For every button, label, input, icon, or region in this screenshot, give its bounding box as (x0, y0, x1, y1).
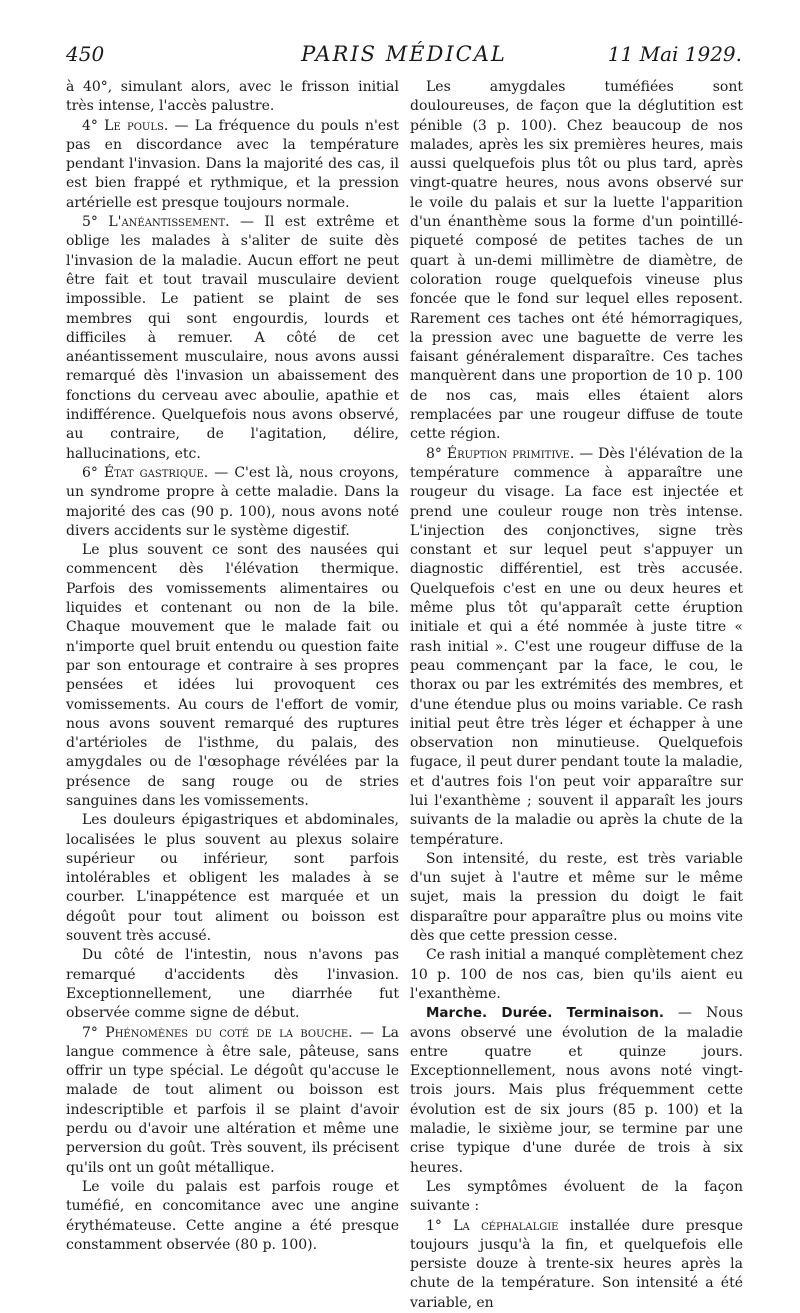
section-eruption-primitive (410, 445, 743, 850)
section-heading: 1° La céphalalgie (426, 1217, 559, 1234)
section-marche (410, 1004, 743, 1178)
right-column (410, 78, 743, 1313)
journal-title: PARIS MÉDICAL (301, 42, 507, 66)
section-text: — C'est là, nous croyons, un syndrome propre à cette maladie. Dans la majorité des cas (90 p. 100), nous avons noté divers accidents sur le système digestif. (66, 464, 399, 539)
section-heading: 8° Éruption primitive. (426, 445, 575, 462)
paragraph: Les amygdales tuméfiées sont douloureuses, de façon que la déglutition est pénible (3 p. 100). Chez beaucoup de nos malades, après les six premières heures, mais aussi quelquefois plus tôt ou plus tard, après vingt-quatre heures, nous avons observé sur le voile du palais et sur la luette l'apparition d'un énanthème sous la forme d'un pointillé-piqueté composé de petites taches de un quart à un-demi millimètre de diamètre, de coloration rouge quelquefois vineuse plus foncée que le fond sur lequel elles reposent. Rarement ces taches ont été hémorragiques, la pression avec une baguette de verre les faisant généralement disparaître. Ces taches manquèrent dans une proportion de 10 p. 100 de nos cas, mais elles étaient alors remplacées par une rougeur diffuse de toute cette région. (410, 79, 743, 443)
section-aneantissement (66, 213, 399, 464)
left-column (66, 78, 399, 1255)
section-heading: 5° L'anéantissement. (82, 214, 230, 231)
section-text: — La fréquence du pouls n'est pas en discordance avec la température pendant l'invasion. Dans la majorité des cas, il est bien frappé et rythmique, et la pression artérielle est presque toujours normale. (66, 117, 399, 211)
section-text: — Nous avons observé une évolution de la maladie entre quatre et quinze jours. Exceptionnellement, nous avons noté vingt-trois jours. Mais plus fréquemment cette évolution est de six jours (85 p. 100) et la maladie, le sixième jour, se termine par une crise typique d'une durée de trois à six heures. (410, 1005, 743, 1176)
paragraph: Son intensité, du reste, est très variable d'un sujet à l'autre et même sur le même sujet, mais la pression du doigt le fait disparaître pour apparaître plus ou moins vite dès que cette pression cesse. (410, 850, 743, 945)
section-heading: Marche. Durée. Terminaison. (426, 1005, 664, 1022)
section-text: installée dure presque toujours jusqu'à la fin, et quelquefois elle persiste douze à trente-six heures après la chute de la température. Son intensité a été variable, en (410, 1217, 743, 1311)
section-etat-gastrique (66, 464, 399, 541)
running-header (66, 42, 742, 72)
paragraph: Les douleurs épigastriques et abdominales, localisées le plus souvent au plexus solaire supérieur ou inférieur, sont parfois intolérables et obligent les malades à se courber. L'inappétence est marquée et un dégoût pour tout aliment ou boisson est souvent très accusé. (66, 812, 399, 945)
paragraph: Ce rash initial a manqué complètement chez 10 p. 100 de nos cas, bien qu'ils aient eu l'exanthème. (410, 947, 743, 1002)
paragraph: Le voile du palais est parfois rouge et tuméfié, en concomitance avec une angine érythémateuse. Cette angine a été presque constamment observée (80 p. 100). (66, 1178, 399, 1253)
paragraph: Du côté de l'intestin, nous n'avons pas remarqué d'accidents dès l'invasion. Exceptionnellement, une diarrhée fut observée comme signe de début. (66, 947, 399, 1022)
paragraph: Les symptômes évoluent de la façon suivante : (410, 1178, 743, 1215)
section-heading: 4° Le pouls. (82, 117, 169, 134)
section-text: — La langue commence à être sale, pâteuse, sans offrir un type spécial. Le dégoût qu'accuse le malade de tout aliment ou boisson est indescriptible et parfois il se plaint d'avoir perdu ou d'avoir une altération et même une perversion du goût. Très souvent, ils précisent qu'ils ont un goût métallique. (66, 1024, 399, 1176)
section-cephalalgie (410, 1217, 743, 1313)
section-pouls (66, 117, 399, 213)
section-heading: 7° Phénomènes du coté de la bouche. (82, 1024, 353, 1041)
paragraph: à 40°, simulant alors, avec le frisson initial très intense, l'accès palustre. (66, 79, 399, 115)
section-text: — Il est extrême et oblige les malades à s'aliter de suite dès l'invasion de la maladie. Aucun effort ne peut être fait et tout travail musculaire devient impossible. Le patient se plaint de ses membres qui sont engourdis, lourds et difficiles à remuer. A côté de cet anéantissement musculaire, nous avons aussi remarqué dès l'invasion un abaissement des fonctions du cerveau avec aboulie, apathie et indifférence. Quelquefois nous avons observé, au contraire, de l'agitation, délire, hallucinations, etc. (66, 214, 399, 462)
issue-date: 11 Mai 1929. (607, 42, 742, 66)
section-text: — Dès l'élévation de la température commence à apparaître une rougeur du visage. La face est injectée et prend une couleur rouge non très intense. L'injection des conjonctives, signe très constant et sur lequel peut s'appuyer un diagnostic différentiel, est très accusée. Quelquefois c'est en une ou deux heures et même plus tôt qu'apparaît cette éruption initiale et qui a été nommée à juste titre « rash initial ». C'est une rougeur diffuse de la peau commençant par la face, le cou, le thorax ou par les extrémités des membres, et d'une étendue plus ou moins variable. Ce rash initial peut être très léger et échapper à une observation non minutieuse. Quelquefois fugace, il peut durer pendant toute la maladie, et d'autres fois l'on peut voir apparaître sur lui l'exanthème ; souvent il apparaît les jours suivants de la maladie ou après la chute de la température. (410, 445, 743, 848)
paragraph: Le plus souvent ce sont des nausées qui commencent dès l'élévation thermique. Parfois des vomissements alimentaires ou liquides et contenant ou non de la bile. Chaque mouvement que le malade fait ou n'importe quel bruit entendu ou question faite par son entourage et contraire à ses propres pensées et idées lui provoquent ces vomissements. Au cours de l'effort de vomir, nous avons souvent remarqué des ruptures d'artérioles de l'isthme, du palais, des amygdales ou de l'œsophage révélées par la présence de sang rouge ou de stries sanguines dans les vomissements. (66, 542, 399, 809)
section-heading: 6° État gastrique. (82, 464, 209, 481)
page-number: 450 (66, 42, 105, 66)
section-bouche (66, 1024, 399, 1178)
